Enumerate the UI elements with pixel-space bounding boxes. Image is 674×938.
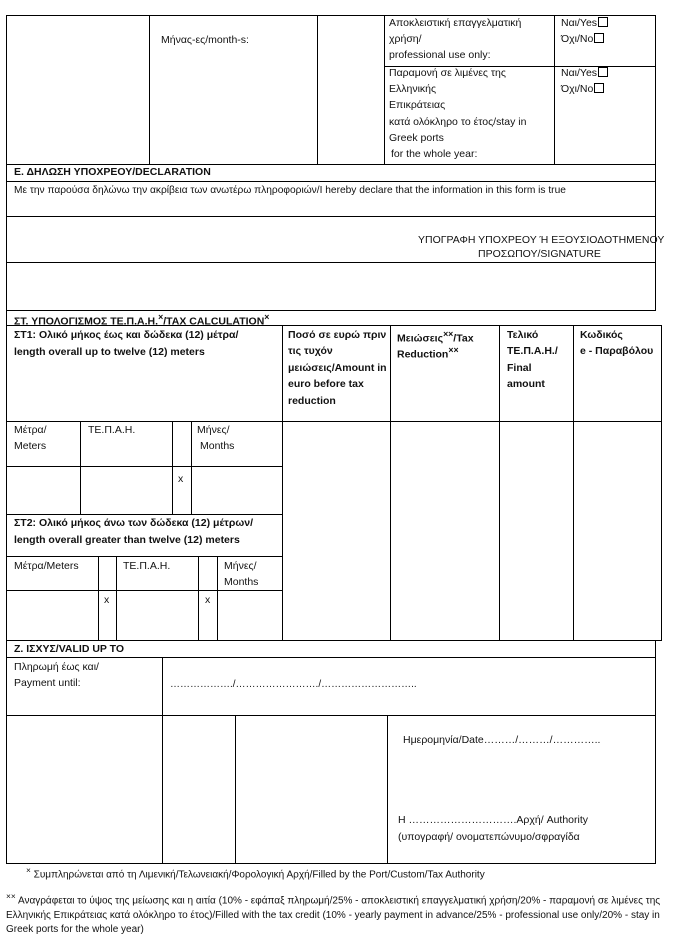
st2-tepah-label: ΤΕ.Π.Α.Η. xyxy=(123,560,171,572)
st1-heading-line1: ΣΤ1: Ολικό μήκος έως και δώδεκα (12) μέτρα/ xyxy=(14,329,239,341)
st2-heading-line2: length overall greater than twelve (12) meters xyxy=(14,534,240,546)
st2-heading-line1: ΣΤ2: Ολικό μήκος άνω των δώδεκα (12) μέτρων/ xyxy=(14,517,253,529)
professional-no-option[interactable]: Όχι/No xyxy=(561,32,604,48)
st2-months-label-line2: Months xyxy=(224,576,259,588)
ports-yes-option[interactable]: Ναι/Yes xyxy=(561,66,608,82)
authority-date-field[interactable]: Ημερομηνία/Date………/………/………….. xyxy=(403,734,601,746)
st1-months-label-line2: Months xyxy=(200,440,235,452)
professional-no-checkbox[interactable] xyxy=(594,33,604,43)
st2-meters-label: Μέτρα/Meters xyxy=(14,560,79,572)
st1-meters-label-line1: Μέτρα/ xyxy=(14,424,47,436)
professional-yes-option[interactable]: Ναι/Yes xyxy=(561,16,608,32)
st2-tepah-input[interactable] xyxy=(118,592,197,638)
st2-multiply-sign-1: x xyxy=(104,594,110,606)
month-label: Μήνας-ες/month-s: xyxy=(161,34,249,46)
st1-meters-input[interactable] xyxy=(8,468,79,512)
payment-until-date-field[interactable]: ………………./……………………./……………………….. xyxy=(170,679,417,690)
st2-months-label-line1: Μήνες/ xyxy=(224,560,257,572)
st1-heading-line2: length overall up to twelve (12) meters xyxy=(14,346,205,358)
declaration-text: Με την παρούσα δηλώνω την ακρίβεια των ανωτέρω πληροφοριών/I hereby declare that the information in this form is true xyxy=(14,185,566,196)
ports-no-option[interactable]: Όχι/No xyxy=(561,82,604,98)
footnote-2: ×× Αναγράφεται το ύψος της μείωσης και η αιτία (10% - εφάπαξ πληρωμή/25% - αποκλειστική επαγγελματική χρήση/20% - παραμονή σε λιμένες της Ελληνικής Επικράτειας κατά ολόκληρο το έτος)/Filled with the tax credit (10% - yearly payment in advance/25% - professional use only/20% - stay in Greek ports for the whole year) xyxy=(6,891,661,936)
st1-months-input[interactable] xyxy=(193,468,281,512)
signature-label-line1: ΥΠΟΓΡΑΦΗ ΥΠΟΧΡΕΟΥ Ή ΕΞΟΥΣΙΟΔΟΤΗΜΕΝΟΥ xyxy=(418,234,665,246)
st1-months-label-line1: Μήνες/ xyxy=(197,424,230,436)
st2-multiply-sign-2: x xyxy=(205,594,211,606)
signature-label-line2: ΠΡΟΣΩΠΟΥ/SIGNATURE xyxy=(478,248,601,260)
footnote-1: × Συμπληρώνεται από τη Λιμενική/Τελωνειακή/Φορολογική Αρχή/Filled by the Port/Custom/Tax Authority xyxy=(26,865,485,881)
payment-label-line2: Payment until: xyxy=(14,677,81,689)
payment-label-line1: Πληρωμή έως και/ xyxy=(14,661,99,673)
st1-multiply-sign: x xyxy=(178,473,184,485)
st2-months-input[interactable] xyxy=(219,592,281,638)
authority-signature-note: (υπογραφή/ ονοματεπώνυμο/σφραγίδα xyxy=(398,831,580,843)
st2-meters-input[interactable] xyxy=(8,592,97,638)
ports-yes-checkbox[interactable] xyxy=(598,67,608,77)
st1-tepah-label: ΤΕ.Π.Α.Η. xyxy=(88,424,136,436)
st1-tepah-input[interactable] xyxy=(82,468,171,512)
ports-no-checkbox[interactable] xyxy=(594,83,604,93)
authority-field[interactable]: Η ………………………….Αρχή/ Authority xyxy=(398,814,589,826)
signature-field[interactable] xyxy=(8,264,652,308)
validity-heading: Ζ. ΙΣΧΥΣ/VALID UP TO xyxy=(14,643,125,655)
declaration-heading: Ε. ΔΗΛΩΣΗ ΥΠΟΧΡΕΟΥ/DECLARATION xyxy=(14,166,211,178)
tax-heading: ΣΤ. ΥΠΟΛΟΓΙΣΜΟΣ ΤΕ.Π.Α.Η.×/TAX CALCULATION× xyxy=(14,312,270,328)
professional-yes-checkbox[interactable] xyxy=(598,17,608,27)
st1-meters-label-line2: Meters xyxy=(14,440,47,452)
